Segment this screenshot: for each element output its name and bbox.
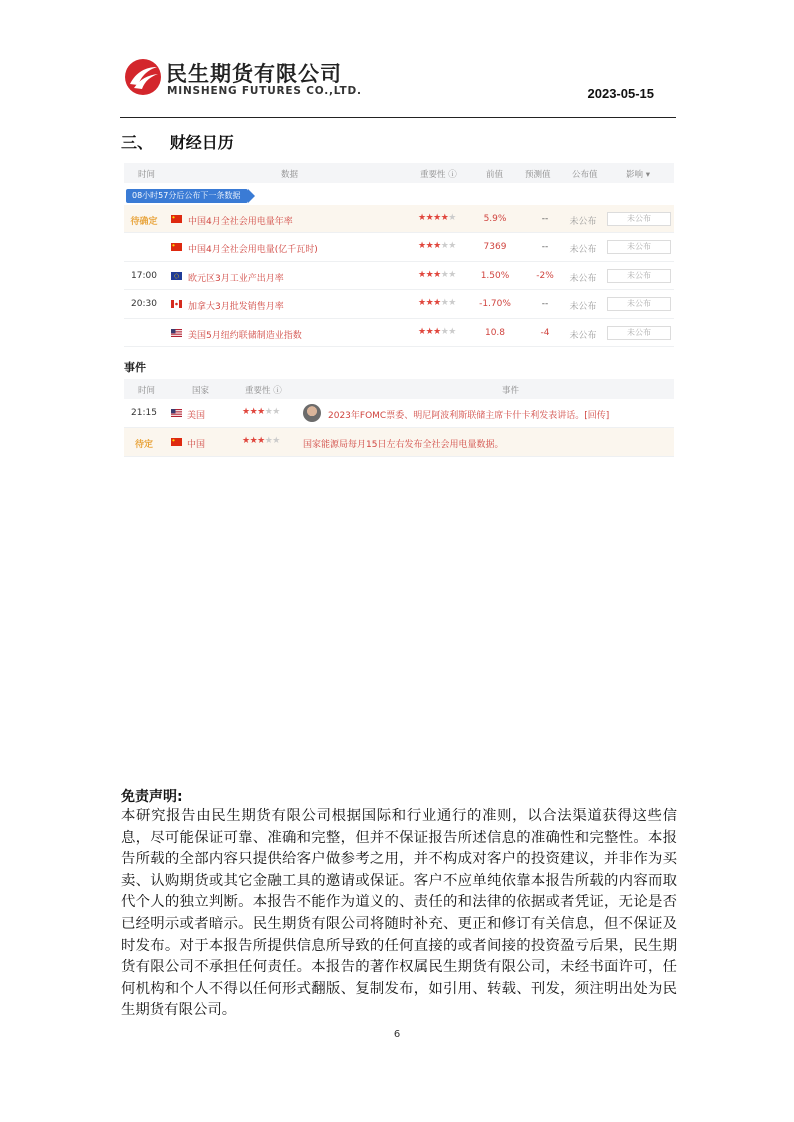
forecast-value: -- <box>541 242 549 253</box>
event-time: 21:15 <box>131 407 157 418</box>
previous-value: 5.9% <box>483 214 507 224</box>
countdown-row <box>124 189 674 205</box>
forecast-value: -- <box>541 214 549 224</box>
speaker-avatar <box>303 404 321 422</box>
event-country: 美国 <box>187 410 206 421</box>
event-time: 待定 <box>134 439 153 450</box>
header-divider <box>120 117 676 118</box>
indicator-name[interactable]: 加拿大3月批发销售月率 <box>188 302 284 313</box>
event-row[interactable] <box>124 428 674 457</box>
impact-button[interactable]: 未公布 <box>607 297 671 311</box>
impact-button[interactable]: 未公布 <box>607 212 671 226</box>
section-number: 三、 <box>121 133 154 152</box>
actual-value: 未公布 <box>569 273 597 284</box>
cn-flag-icon <box>171 438 182 446</box>
event-country: 中国 <box>187 439 206 450</box>
countdown-tag: 08小时57分后公布下一条数据 <box>126 189 248 203</box>
event-text[interactable]: 2023年FOMC票委、明尼阿波利斯联储主席卡什卡利发表讲话。[回传] <box>328 410 610 421</box>
actual-value: 未公布 <box>569 302 597 313</box>
event-row[interactable] <box>124 399 674 428</box>
col-impact[interactable]: 影响 ▾ <box>626 170 650 180</box>
cn-flag-icon <box>171 215 182 223</box>
company-name-cn: 民生期货有限公司 <box>166 62 342 86</box>
indicator-name[interactable]: 美国5月纽约联储制造业指数 <box>188 330 302 341</box>
section-title-text: 财经日历 <box>169 133 234 152</box>
importance-stars: ★★★★★ <box>418 241 456 252</box>
row-time: 待确定 <box>130 217 158 227</box>
report-date: 2023-05-15 <box>587 86 654 101</box>
calendar-row[interactable] <box>124 233 674 261</box>
eu-flag-icon <box>171 272 182 280</box>
row-time: 20:30 <box>131 299 157 310</box>
calendar-row[interactable] <box>124 290 674 318</box>
previous-value: 10.8 <box>484 327 506 338</box>
col-country: 国家 <box>192 385 210 396</box>
disclaimer-body: 本研究报告由民生期货有限公司根据国际和行业通行的准则，以合法渠道获得这些信息，尽可能保证可靠、准确和完整，但并不保证报告所述信息的准确性和完整性。本报告所载的全部内容只提供给客户做参考之用，并不构成对客户的投资建议，并非作为买卖、认购期货或其它金融工具的邀请或保证。客户不应单纯依靠本报告所载的内容而取代个人的独立判断。本报告不能作为道义的、责任的和法律的依据或者凭证，无论是否已经明示或者暗示。民生期货有限公司将随时补充、更正和修订有关信息，但不保证及时发布。对于本报告所提供信息所导致的任何直接的或者间接的投资盈亏后果，民生期货有限公司不承担任何责任。本报告的著作权属民生期货有限公司，未经书面许可，任何机构和个人不得以任何形式翻版、复制发布，如引用、转载、刊发，须注明出处为民生期货有限公司。 <box>121 808 677 1019</box>
previous-value: -1.70% <box>479 299 511 310</box>
impact-button[interactable]: 未公布 <box>607 326 671 340</box>
page-number: 6 <box>393 1029 401 1040</box>
col-importance: 重要性 ⓘ <box>420 170 457 180</box>
calendar-row[interactable] <box>124 319 674 347</box>
actual-value: 未公布 <box>569 217 597 227</box>
calendar-row[interactable] <box>124 262 674 290</box>
company-name-en: MINSHENG FUTURES CO.,LTD. <box>167 85 362 97</box>
col-time: 时间 <box>138 385 156 396</box>
company-logo <box>124 56 364 100</box>
importance-stars: ★★★★★ <box>242 406 280 417</box>
calendar-header <box>124 163 674 183</box>
disclaimer-title: 免责声明: <box>121 789 183 805</box>
previous-value: 7369 <box>483 242 507 253</box>
col-importance: 重要性 ⓘ <box>245 385 282 396</box>
impact-button[interactable]: 未公布 <box>607 269 671 283</box>
importance-stars: ★★★★★ <box>418 269 456 280</box>
actual-value: 未公布 <box>569 330 597 341</box>
event-text[interactable]: 国家能源局每月15日左右发布全社会用电量数据。 <box>303 439 504 450</box>
col-event: 事件 <box>502 385 520 396</box>
forecast-value: -- <box>541 299 549 310</box>
cn-flag-icon <box>171 243 182 251</box>
col-data: 数据 <box>281 170 299 180</box>
col-time: 时间 <box>138 170 156 180</box>
importance-stars: ★★★★★ <box>418 298 456 309</box>
row-time: 17:00 <box>131 270 157 281</box>
col-previous: 前值 <box>486 170 504 180</box>
indicator-name[interactable]: 中国4月全社会用电量年率 <box>188 217 293 227</box>
impact-button[interactable]: 未公布 <box>607 240 671 254</box>
calendar-row[interactable] <box>124 205 674 233</box>
section-title <box>121 130 234 153</box>
importance-stars: ★★★★★ <box>418 326 456 337</box>
ca-flag-icon <box>171 300 182 308</box>
col-forecast: 预测值 <box>525 170 551 180</box>
events-header <box>124 379 674 399</box>
actual-value: 未公布 <box>569 245 597 256</box>
us-flag-icon <box>171 409 182 417</box>
indicator-name[interactable]: 欧元区3月工业产出月率 <box>188 273 284 284</box>
col-actual: 公布值 <box>572 170 598 180</box>
us-flag-icon <box>171 329 182 337</box>
importance-stars: ★★★★★ <box>242 435 280 446</box>
previous-value: 1.50% <box>480 270 510 281</box>
minsheng-logo-icon <box>124 58 162 96</box>
economic-calendar <box>124 163 674 457</box>
indicator-name[interactable]: 中国4月全社会用电量(亿千瓦时) <box>188 245 318 256</box>
events-title: 事件 <box>124 360 146 374</box>
importance-stars: ★★★★★ <box>418 213 456 223</box>
forecast-value: -4 <box>540 327 550 338</box>
forecast-value: -2% <box>536 270 554 281</box>
